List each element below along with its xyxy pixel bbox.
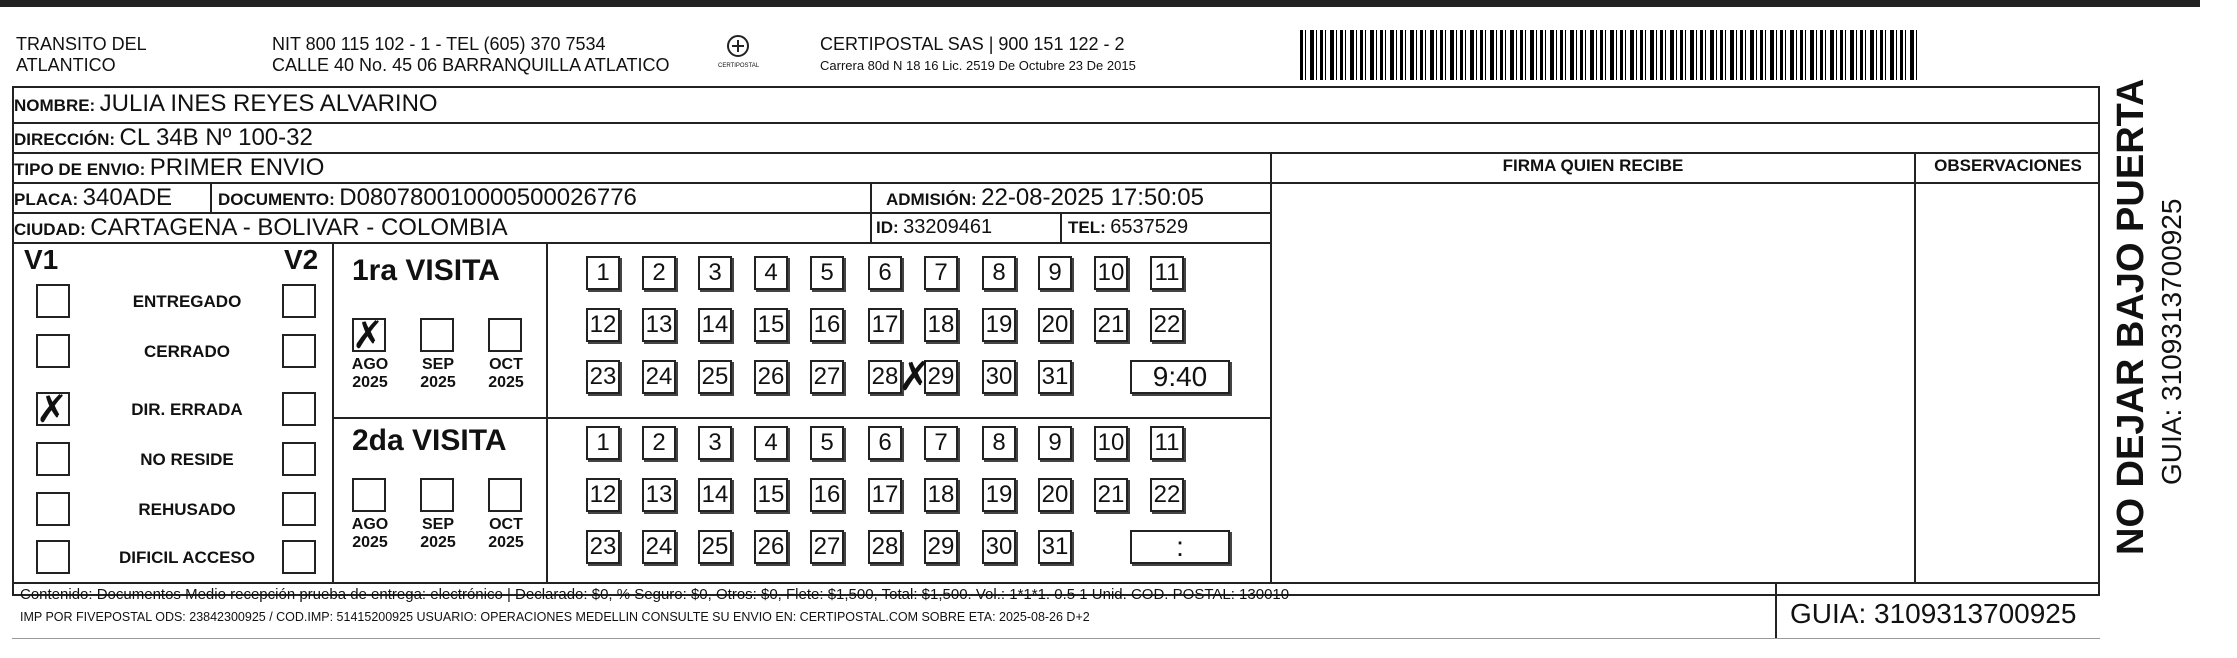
footer-impresion: IMP POR FIVEPOSTAL ODS: 23842300925 / COD.IMP: 51415200925 USUARIO: OPERACIONES MEDELLIN CONSULTE SU ENVIO EN: CERTIPOSTAL.COM SOBRE ETA: 2025-08-26 D+2 xyxy=(20,610,1090,624)
second-visit-title: 2da VISITA xyxy=(352,424,507,457)
second-day-11-box[interactable]: 11 xyxy=(1150,426,1184,460)
second-time-box[interactable]: : xyxy=(1130,530,1230,564)
carrier-license: Carrera 80d N 18 16 Lic. 2519 De Octubre 23 De 2015 xyxy=(820,58,1136,73)
status-label: DIR. ERRADA xyxy=(131,400,243,419)
carrier-logo-text: CERTIPOSTAL xyxy=(718,63,760,69)
status-label: DIFICIL ACCESO xyxy=(118,548,255,567)
direccion-label: DIRECCIÓN: xyxy=(14,130,116,149)
second-year-label: 2025 xyxy=(420,534,456,551)
tel-label: TEL: xyxy=(1068,218,1106,237)
second-day-3-box[interactable]: 3 xyxy=(698,426,732,460)
firma-header: FIRMA QUIEN RECIBE xyxy=(1502,156,1684,175)
first-visit-title: 1ra VISITA xyxy=(352,254,500,287)
sender-info xyxy=(272,34,670,76)
nombre-value: JULIA INES REYES ALVARINO xyxy=(99,90,438,117)
first-day-16-box[interactable]: 16 xyxy=(810,308,844,342)
checkmark-icon: ✗ xyxy=(898,354,932,400)
carrier-logo-icon xyxy=(724,34,752,58)
second-year-label: 2025 xyxy=(488,534,524,551)
sender-name-line1: TRANSITO DEL xyxy=(16,34,147,54)
placa-value: 340ADE xyxy=(82,184,173,211)
second-day-10-box[interactable]: 10 xyxy=(1094,426,1128,460)
admision-label: ADMISIÓN: xyxy=(886,190,977,209)
first-day-6-box[interactable]: 6 xyxy=(868,256,902,290)
sender-name-line2: ATLANTICO xyxy=(16,55,116,75)
documento-field xyxy=(218,184,637,214)
second-month-checkbox[interactable] xyxy=(352,478,386,512)
direccion-value: CL 34B Nº 100-32 xyxy=(119,124,313,151)
tipo-label: TIPO DE ENVIO: xyxy=(14,160,146,179)
second-day-1-box[interactable]: 1 xyxy=(586,426,620,460)
first-day-11-box[interactable]: 11 xyxy=(1150,256,1184,290)
first-day-7-box[interactable]: 7 xyxy=(924,256,958,290)
id-label: ID: xyxy=(876,218,899,237)
second-month-checkbox[interactable] xyxy=(420,478,454,512)
tel-field xyxy=(1068,214,1188,242)
second-day-8-box[interactable]: 8 xyxy=(982,426,1016,460)
carrier-logo xyxy=(718,34,758,69)
status-v1-checkbox[interactable] xyxy=(36,284,70,318)
first-day-25-box[interactable]: 25 xyxy=(698,360,732,394)
first-day-2-box[interactable]: 2 xyxy=(642,256,676,290)
first-year-label: 2025 xyxy=(488,374,524,391)
second-day-24-box[interactable]: 24 xyxy=(642,530,676,564)
first-day-19-box[interactable]: 19 xyxy=(982,308,1016,342)
first-day-12-box[interactable]: 12 xyxy=(586,308,620,342)
status-v1-checkbox[interactable] xyxy=(36,334,70,368)
observations-area[interactable] xyxy=(1916,184,2100,582)
second-day-28-box[interactable]: 28 xyxy=(868,530,902,564)
first-day-20-box[interactable]: 20 xyxy=(1038,308,1072,342)
second-day-23-box[interactable]: 23 xyxy=(586,530,620,564)
second-day-5-box[interactable]: 5 xyxy=(810,426,844,460)
ciudad-label: CIUDAD: xyxy=(14,220,86,239)
first-day-27-box[interactable]: 27 xyxy=(810,360,844,394)
carrier-info xyxy=(820,34,1136,76)
first-day-23-box[interactable]: 23 xyxy=(586,360,620,394)
second-day-19-box[interactable]: 19 xyxy=(982,478,1016,512)
status-v2-checkbox[interactable] xyxy=(282,334,316,368)
status-v1-checkbox[interactable] xyxy=(36,492,70,526)
first-day-31-box[interactable]: 31 xyxy=(1038,360,1072,394)
signature-area[interactable] xyxy=(1272,184,1914,582)
no-dejar-bajo-puerta-label: NO DEJAR BAJO PUERTA xyxy=(2110,78,2152,555)
first-day-18-box[interactable]: 18 xyxy=(924,308,958,342)
second-day-26-box[interactable]: 26 xyxy=(754,530,788,564)
second-day-7-box[interactable]: 7 xyxy=(924,426,958,460)
second-day-17-box[interactable]: 17 xyxy=(868,478,902,512)
first-day-24-box[interactable]: 24 xyxy=(642,360,676,394)
second-year-label: 2025 xyxy=(352,534,388,551)
second-day-31-box[interactable]: 31 xyxy=(1038,530,1072,564)
second-day-4-box[interactable]: 4 xyxy=(754,426,788,460)
v1-header: V1 xyxy=(24,244,59,275)
nombre-row xyxy=(14,90,438,120)
v2-header: V2 xyxy=(284,244,319,275)
first-month-checkbox[interactable] xyxy=(420,318,454,352)
second-month-checkbox[interactable] xyxy=(488,478,522,512)
first-year-label: 2025 xyxy=(352,374,388,391)
nombre-label: NOMBRE: xyxy=(14,96,96,115)
first-day-5-box[interactable]: 5 xyxy=(810,256,844,290)
placa-field xyxy=(14,184,172,214)
sender-address: CALLE 40 No. 45 06 BARRANQUILLA ATLATICO xyxy=(272,55,670,75)
second-day-15-box[interactable]: 15 xyxy=(754,478,788,512)
status-v2-checkbox[interactable] xyxy=(282,392,316,426)
status-v1-checkbox[interactable] xyxy=(36,540,70,574)
second-month-label: SEP xyxy=(421,516,454,533)
direccion-row xyxy=(14,124,313,154)
first-day-30-box[interactable]: 30 xyxy=(982,360,1016,394)
footer-contenido: Contenido: Documentos Medio recepción prueba de entrega: electrónico | Declarado: $0, % Seguro: $0, Otros: $0, Flete: $1,500, Total: $1,500. Vol.: 1*1*1. 0.5 1 Unid. COD. POSTAL: 130010 xyxy=(20,586,1290,603)
first-day-26-box[interactable]: 26 xyxy=(754,360,788,394)
first-month-label: AGO xyxy=(351,356,389,373)
ciudad-field xyxy=(14,214,508,244)
id-value: 33209461 xyxy=(903,216,993,238)
first-day-29-box[interactable]: 29 xyxy=(924,360,958,394)
footer-guia-number: GUIA: 3109313700925 xyxy=(1790,598,2077,629)
side-guia-number: GUIA: 3109313700925 xyxy=(2156,198,2187,485)
second-day-6-box[interactable]: 6 xyxy=(868,426,902,460)
status-v2-checkbox[interactable] xyxy=(282,284,316,318)
second-day-16-box[interactable]: 16 xyxy=(810,478,844,512)
first-month-label: SEP xyxy=(421,356,454,373)
first-day-22-box[interactable]: 22 xyxy=(1150,308,1184,342)
top-border xyxy=(0,0,2200,7)
second-day-29-box[interactable]: 29 xyxy=(924,530,958,564)
sender-nit: NIT 800 115 102 - 1 - TEL (605) 370 7534 xyxy=(272,34,606,54)
second-month-label: OCT xyxy=(489,516,523,533)
second-day-30-box[interactable]: 30 xyxy=(982,530,1016,564)
second-day-20-box[interactable]: 20 xyxy=(1038,478,1072,512)
tel-value: 6537529 xyxy=(1110,216,1189,238)
status-label: REHUSADO xyxy=(138,500,236,519)
status-label: CERRADO xyxy=(144,342,230,361)
first-year-label: 2025 xyxy=(420,374,456,391)
second-day-21-box[interactable]: 21 xyxy=(1094,478,1128,512)
second-day-25-box[interactable]: 25 xyxy=(698,530,732,564)
status-v2-checkbox[interactable] xyxy=(282,492,316,526)
carrier-name: CERTIPOSTAL SAS | 900 151 122 - 2 xyxy=(820,34,1125,54)
status-v2-checkbox[interactable] xyxy=(282,540,316,574)
status-v2-checkbox[interactable] xyxy=(282,442,316,476)
first-day-1-box[interactable]: 1 xyxy=(586,256,620,290)
first-time-box[interactable]: 9:40 xyxy=(1130,360,1230,394)
first-day-17-box[interactable]: 17 xyxy=(868,308,902,342)
admision-value: 22-08-2025 17:50:05 xyxy=(981,184,1204,211)
first-day-13-box[interactable]: 13 xyxy=(642,308,676,342)
second-day-13-box[interactable]: 13 xyxy=(642,478,676,512)
tipo-value: PRIMER ENVIO xyxy=(149,154,325,181)
first-day-15-box[interactable]: 15 xyxy=(754,308,788,342)
tipo-row xyxy=(14,154,324,184)
documento-value: D080780010000500026776 xyxy=(339,184,637,211)
status-label: ENTREGADO xyxy=(132,292,242,311)
first-month-label: OCT xyxy=(489,356,523,373)
sender-name xyxy=(16,34,147,76)
first-day-4-box[interactable]: 4 xyxy=(754,256,788,290)
id-field xyxy=(876,214,992,242)
first-day-28-box[interactable]: 28 xyxy=(868,360,902,394)
admision-field xyxy=(886,184,1204,214)
barcode xyxy=(1300,30,1920,80)
second-day-12-box[interactable]: 12 xyxy=(586,478,620,512)
checkmark-icon: ✗ xyxy=(36,387,68,431)
first-day-9-box[interactable]: 9 xyxy=(1038,256,1072,290)
second-day-14-box[interactable]: 14 xyxy=(698,478,732,512)
first-day-14-box[interactable]: 14 xyxy=(698,308,732,342)
checkmark-icon: ✗ xyxy=(352,313,384,357)
second-month-label: AGO xyxy=(351,516,389,533)
status-label: NO RESIDE xyxy=(140,450,234,469)
first-day-10-box[interactable]: 10 xyxy=(1094,256,1128,290)
documento-label: DOCUMENTO: xyxy=(218,190,335,209)
second-day-22-box[interactable]: 22 xyxy=(1150,478,1184,512)
second-day-27-box[interactable]: 27 xyxy=(810,530,844,564)
first-day-21-box[interactable]: 21 xyxy=(1094,308,1128,342)
status-v1-checkbox[interactable] xyxy=(36,442,70,476)
first-day-3-box[interactable]: 3 xyxy=(698,256,732,290)
second-day-2-box[interactable]: 2 xyxy=(642,426,676,460)
observaciones-header: OBSERVACIONES xyxy=(1934,156,2082,175)
second-day-18-box[interactable]: 18 xyxy=(924,478,958,512)
ciudad-value: CARTAGENA - BOLIVAR - COLOMBIA xyxy=(90,214,508,241)
placa-label: PLACA: xyxy=(14,190,79,209)
second-day-9-box[interactable]: 9 xyxy=(1038,426,1072,460)
first-day-8-box[interactable]: 8 xyxy=(982,256,1016,290)
first-month-checkbox[interactable] xyxy=(488,318,522,352)
